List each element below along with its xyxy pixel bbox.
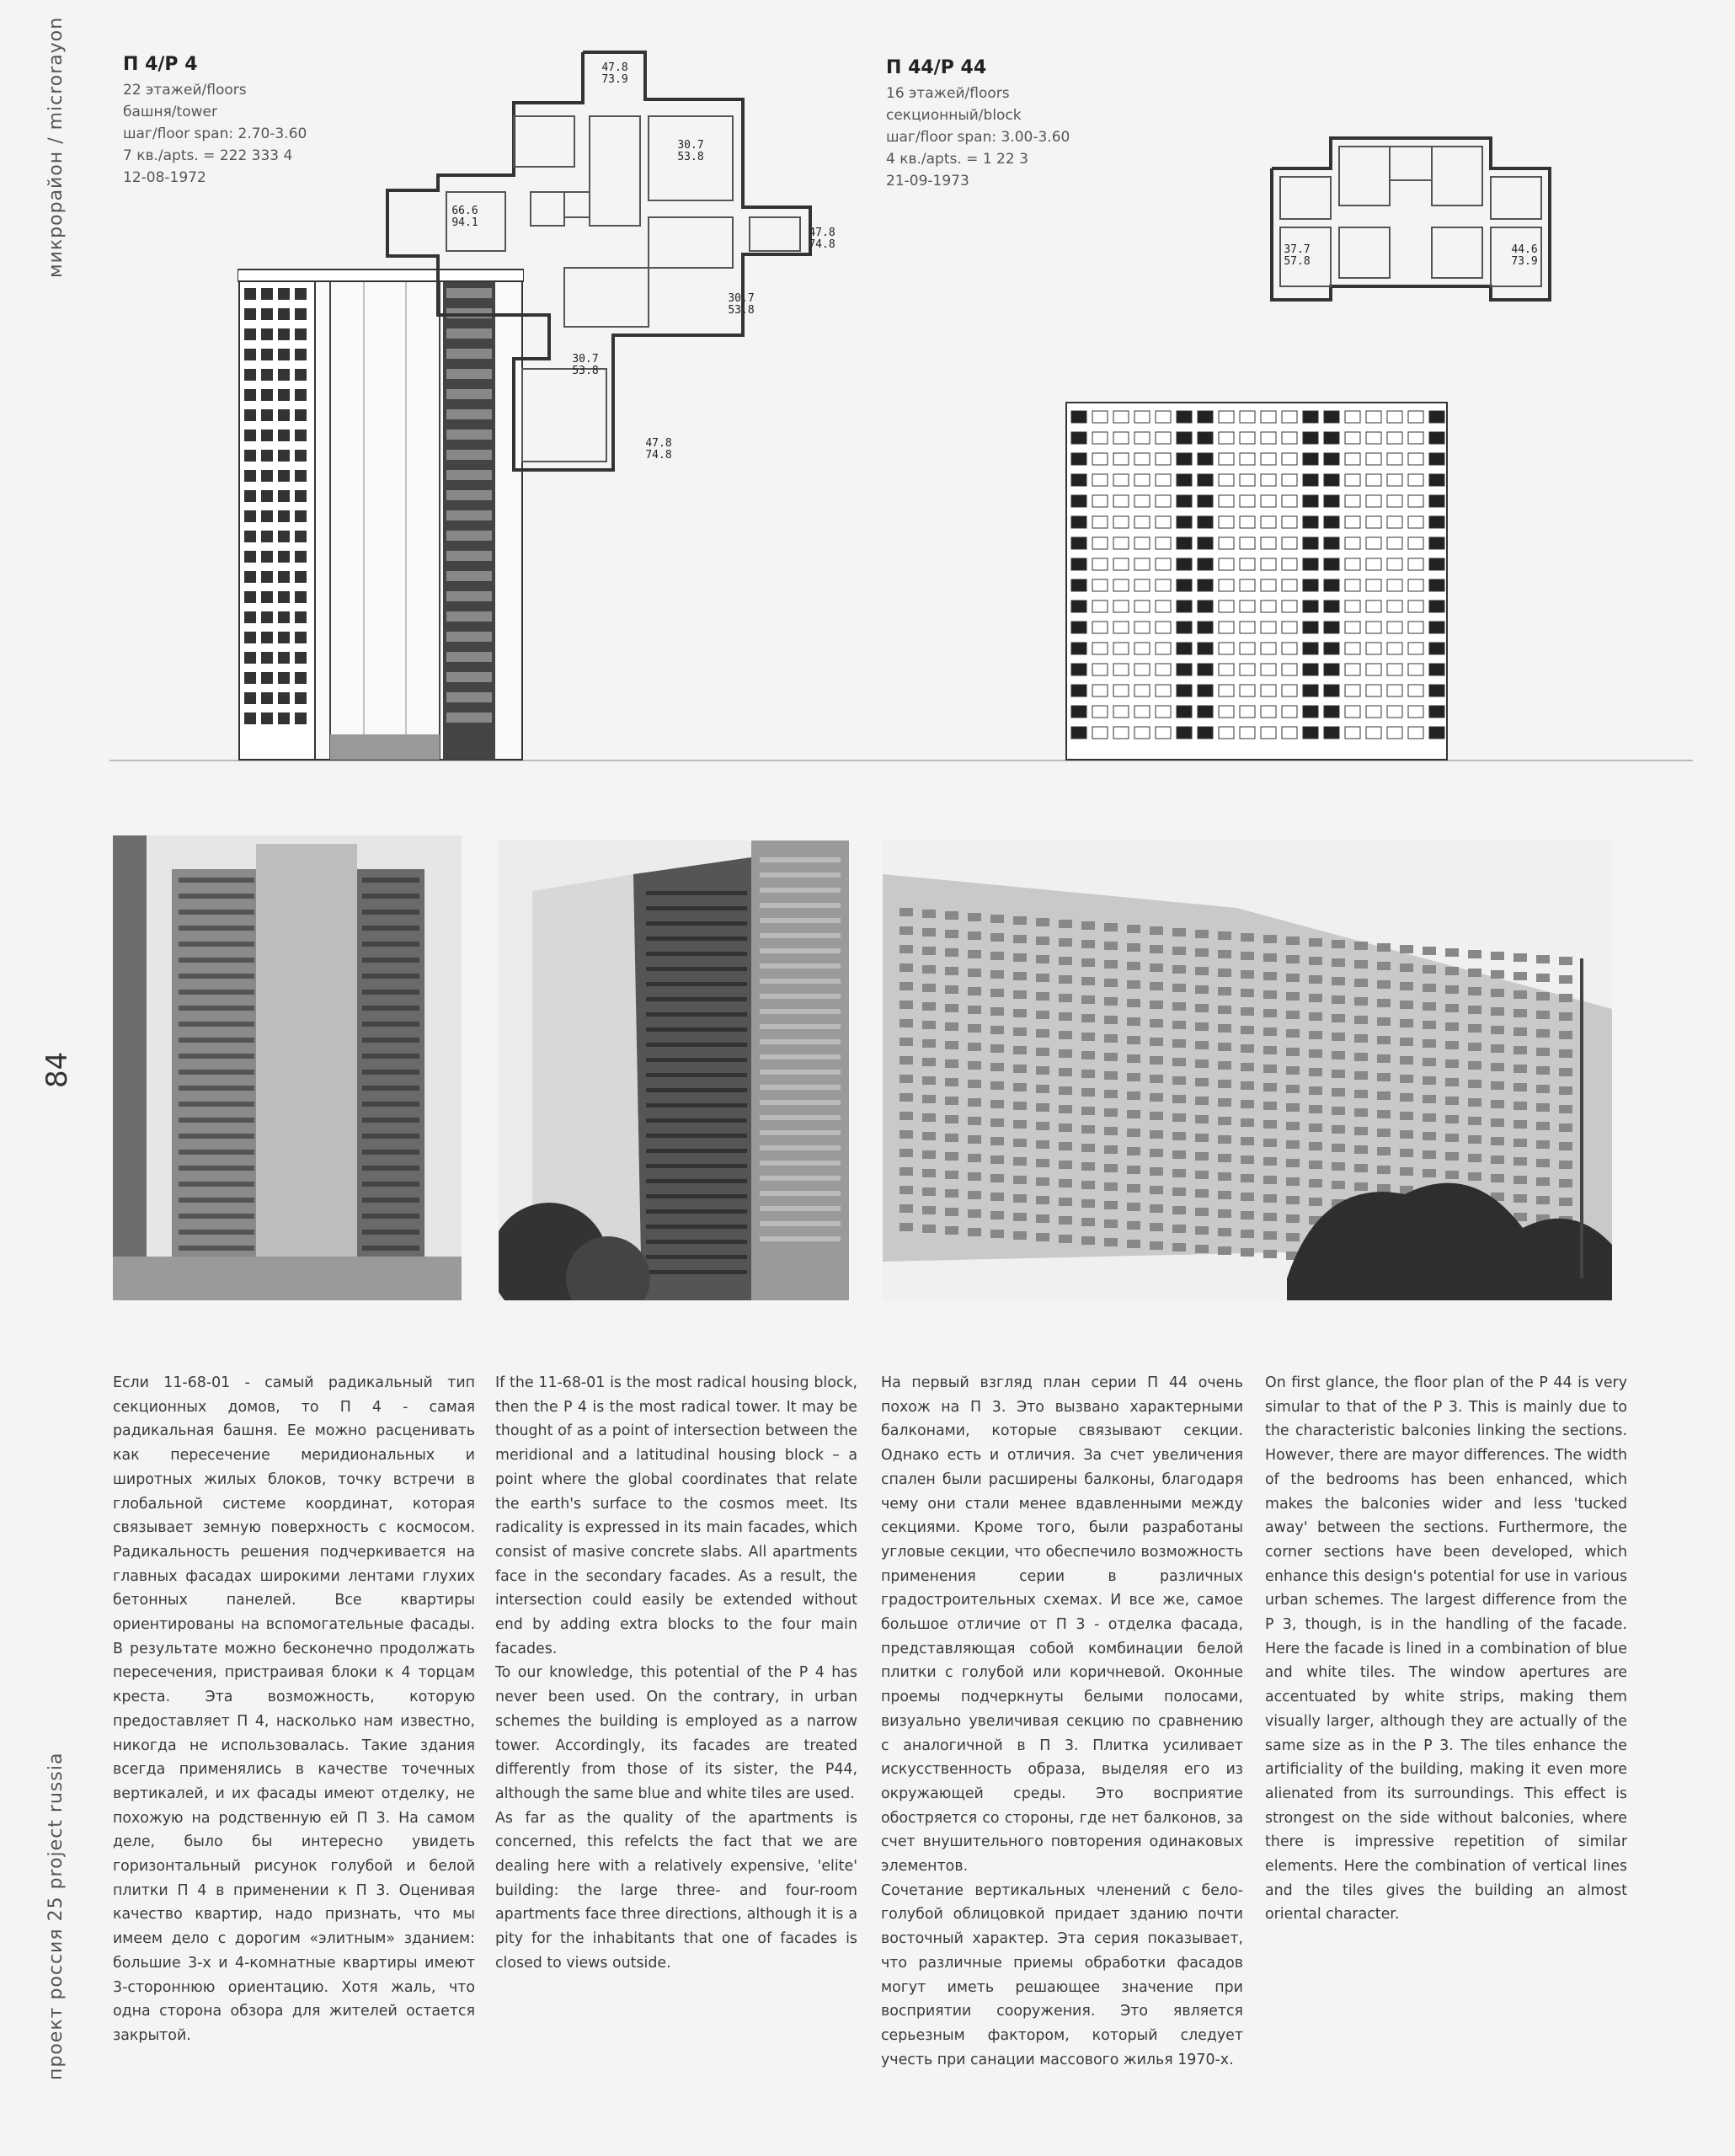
spec-date: 21-09-1973 (886, 173, 969, 189)
spec-block-p44 (886, 57, 1070, 192)
text-column-en-p4: If the 11-68-01 is the most radical housing block, then the P 4 is the most radical tower. It may be thought of as a point of intersection between the meridional and a latitudinal housing block – a point where the global coordinates that relate the earth's surface to the cosmos meet. Its radicality is expressed in its main facades, which consist of masive concrete slabs. All apartments face in the secondary facades. As a result, the intersection could easily be extended without end by adding extra blocks to the four main facades. To our knowledge, this potential of the P 4 has never been used. On the contrary, in urban schemes the building is employed as a narrow tower. Accordingly, its facades are treated differently from those of its sister, the P44, although the same blue and white tiles are used. As far as the quality of the apartments is concerned, this refelcts the fact that we are dealing here with a relatively expensive, 'elite' building: the large three- and four-room apartments face three directions, although it is a pity for the inhabitants that one of facades is closed to views outside. (495, 1374, 857, 1972)
plan-area-label: 57.8 (1284, 255, 1311, 268)
plan-area-label: 53.8 (572, 365, 599, 377)
spec-apts: 7 кв./apts. = 222 333 4 (123, 147, 293, 164)
text-column-en-p44: On first glance, the floor plan of the P 44 is very simular to that of the P 3. This is mainly due to the characteristic balconies linking the sections. However, there are mayor differences. The width of the bedrooms has been enhanced, which makes the balconies wider and less 'tucked away' between the sections. Furthermore, the corner sections have been developed, which enhance this design's potential for use in various urban schemes. The largest difference from the P 3, though, is in the handling of the facade. Here the facade is lined in a combination of blue and white tiles. The window apertures are accentuated by white strips, making them visually larger, although they are actually of the same size as in the P 3. The tiles enhance the artificiality of the building, making it even more alienated from its surroundings. This effect is strongest on the side without balconies, where there is impressive repetition of similar elements. Here the combination of vertical lines and the tiles gives the building an almost oriental character. (1265, 1374, 1627, 1924)
plan-area-label: 73.9 (601, 73, 628, 86)
plan-area-label: 66.6 (451, 205, 478, 217)
plan-area-label: 47.8 (601, 61, 628, 74)
page-number: 84 (40, 1051, 74, 1088)
plan-area-label: 47.8 (809, 227, 835, 239)
spec-title: П 4/Р 4 (123, 54, 198, 75)
plan-area-label: 94.1 (451, 216, 478, 229)
plan-area-label: 44.6 (1511, 243, 1538, 256)
journal-label: проект россия 25 project russia (45, 1752, 67, 2080)
spec-date: 12-08-1972 (123, 169, 206, 186)
photo-p4-tower-1 (113, 835, 462, 1300)
plan-area-label: 74.8 (809, 238, 835, 251)
p44-elevation-drawing (1063, 389, 1450, 761)
spec-type: башня/tower (123, 104, 217, 120)
spec-title: П 44/Р 44 (886, 57, 987, 78)
photo-p44-block (883, 841, 1612, 1300)
plan-area-label: 30.7 (728, 292, 755, 305)
p44-floor-plan (1247, 135, 1575, 312)
spec-floors: 22 этажей/floors (123, 82, 247, 99)
spec-floors: 16 этажей/floors (886, 85, 1010, 102)
plan-area-label: 30.7 (677, 139, 704, 152)
plan-area-label: 37.7 (1284, 243, 1311, 256)
plan-area-label: 30.7 (572, 353, 599, 366)
section-label: микрорайон / microrayon (45, 16, 67, 278)
plan-area-label: 53.8 (728, 304, 755, 317)
plan-area-label: 73.9 (1511, 255, 1538, 268)
spec-block-p4 (123, 54, 307, 189)
plan-area-label: 47.8 (645, 437, 672, 450)
spec-apts: 4 кв./apts. = 1 22 3 (886, 151, 1028, 168)
spec-span: шаг/floor span: 3.00-3.60 (886, 129, 1070, 146)
spec-type: секционный/block (886, 107, 1022, 124)
text-column-ru-p4: Если 11-68-01 - самый радикальный тип секционных домов, то П 4 - самая радикальная башня. Ее можно расценивать как пересечение меридиональных и широтных жилых блоков, точку встречи в глобальной системе координат, которая связывает земную поверхность с космосом. Радикальность решения подчеркивается на главных фасадах широкими лентами глухих бетонных панелей. Все квартиры ориентированы на вспомогательные фасады. В результате можно бесконечно продолжать пересечения, пристраивая блоки к 4 торцам креста. Эта возможность, которую предоставляет П 4, насколько нам известно, никогда не использовалась. Такие здания всегда применялись в качестве точечных вертикалей, и их фасады имеют отделку, не похожую на родственную ей П 3. На самом деле, было бы интересно увидеть горизонтальный рисунок голубой и белой плитки П 4 в применении к П 3. Оценивая качество квартир, надо признать, что мы имеем дело с дорогим «элитным» зданием: большие 3-х и 4-комнатные квартиры имеют 3-стороннюю ориентацию. Хотя жаль, что одна сторона обзора для жителей остается закрытой. (113, 1374, 475, 2044)
text-column-ru-p44: На первый взгляд план серии П 44 очень похож на П 3. Это вызвано характерными балконами, которые связывают секции. Однако есть и отличия. За счет увеличения спален были расширены балконы, благодаря чему они стали менее вдавленными между секциями. Кроме того, были разработаны угловые секции, что обеспечило возможность применения серии в различных градостроительных схемах. И все же, самое большое отличие от П 3 - отделка фасада, представляющая собой комбинации белой плитки с голубой или коричневой. Оконные проемы подчеркнуты белыми полосами, визуально увеличивая секцию по сравнению с аналогичной в П 3. Плитка усиливает искусственность образа, выделяя его из окружающей среды. Это восприятие обостряется со стороны, где нет балконов, за счет внушительного повторения одинаковых элементов. Сочетание вертикальных членений с бело-голубой облицовкой придает зданию почти восточный характер. Эта серия показывает, что различные приемы обработки фасадов могут иметь решающее значение при восприятии сооружения. Это является серьезным фактором, который следует учесть при санации массового жилья 1970-х. (881, 1374, 1243, 2068)
p4-floor-plan (354, 49, 859, 478)
plan-area-label: 74.8 (645, 449, 672, 462)
plan-area-label: 53.8 (677, 151, 704, 163)
photo-p4-tower-2 (499, 841, 849, 1300)
spec-span: шаг/floor span: 2.70-3.60 (123, 125, 307, 142)
